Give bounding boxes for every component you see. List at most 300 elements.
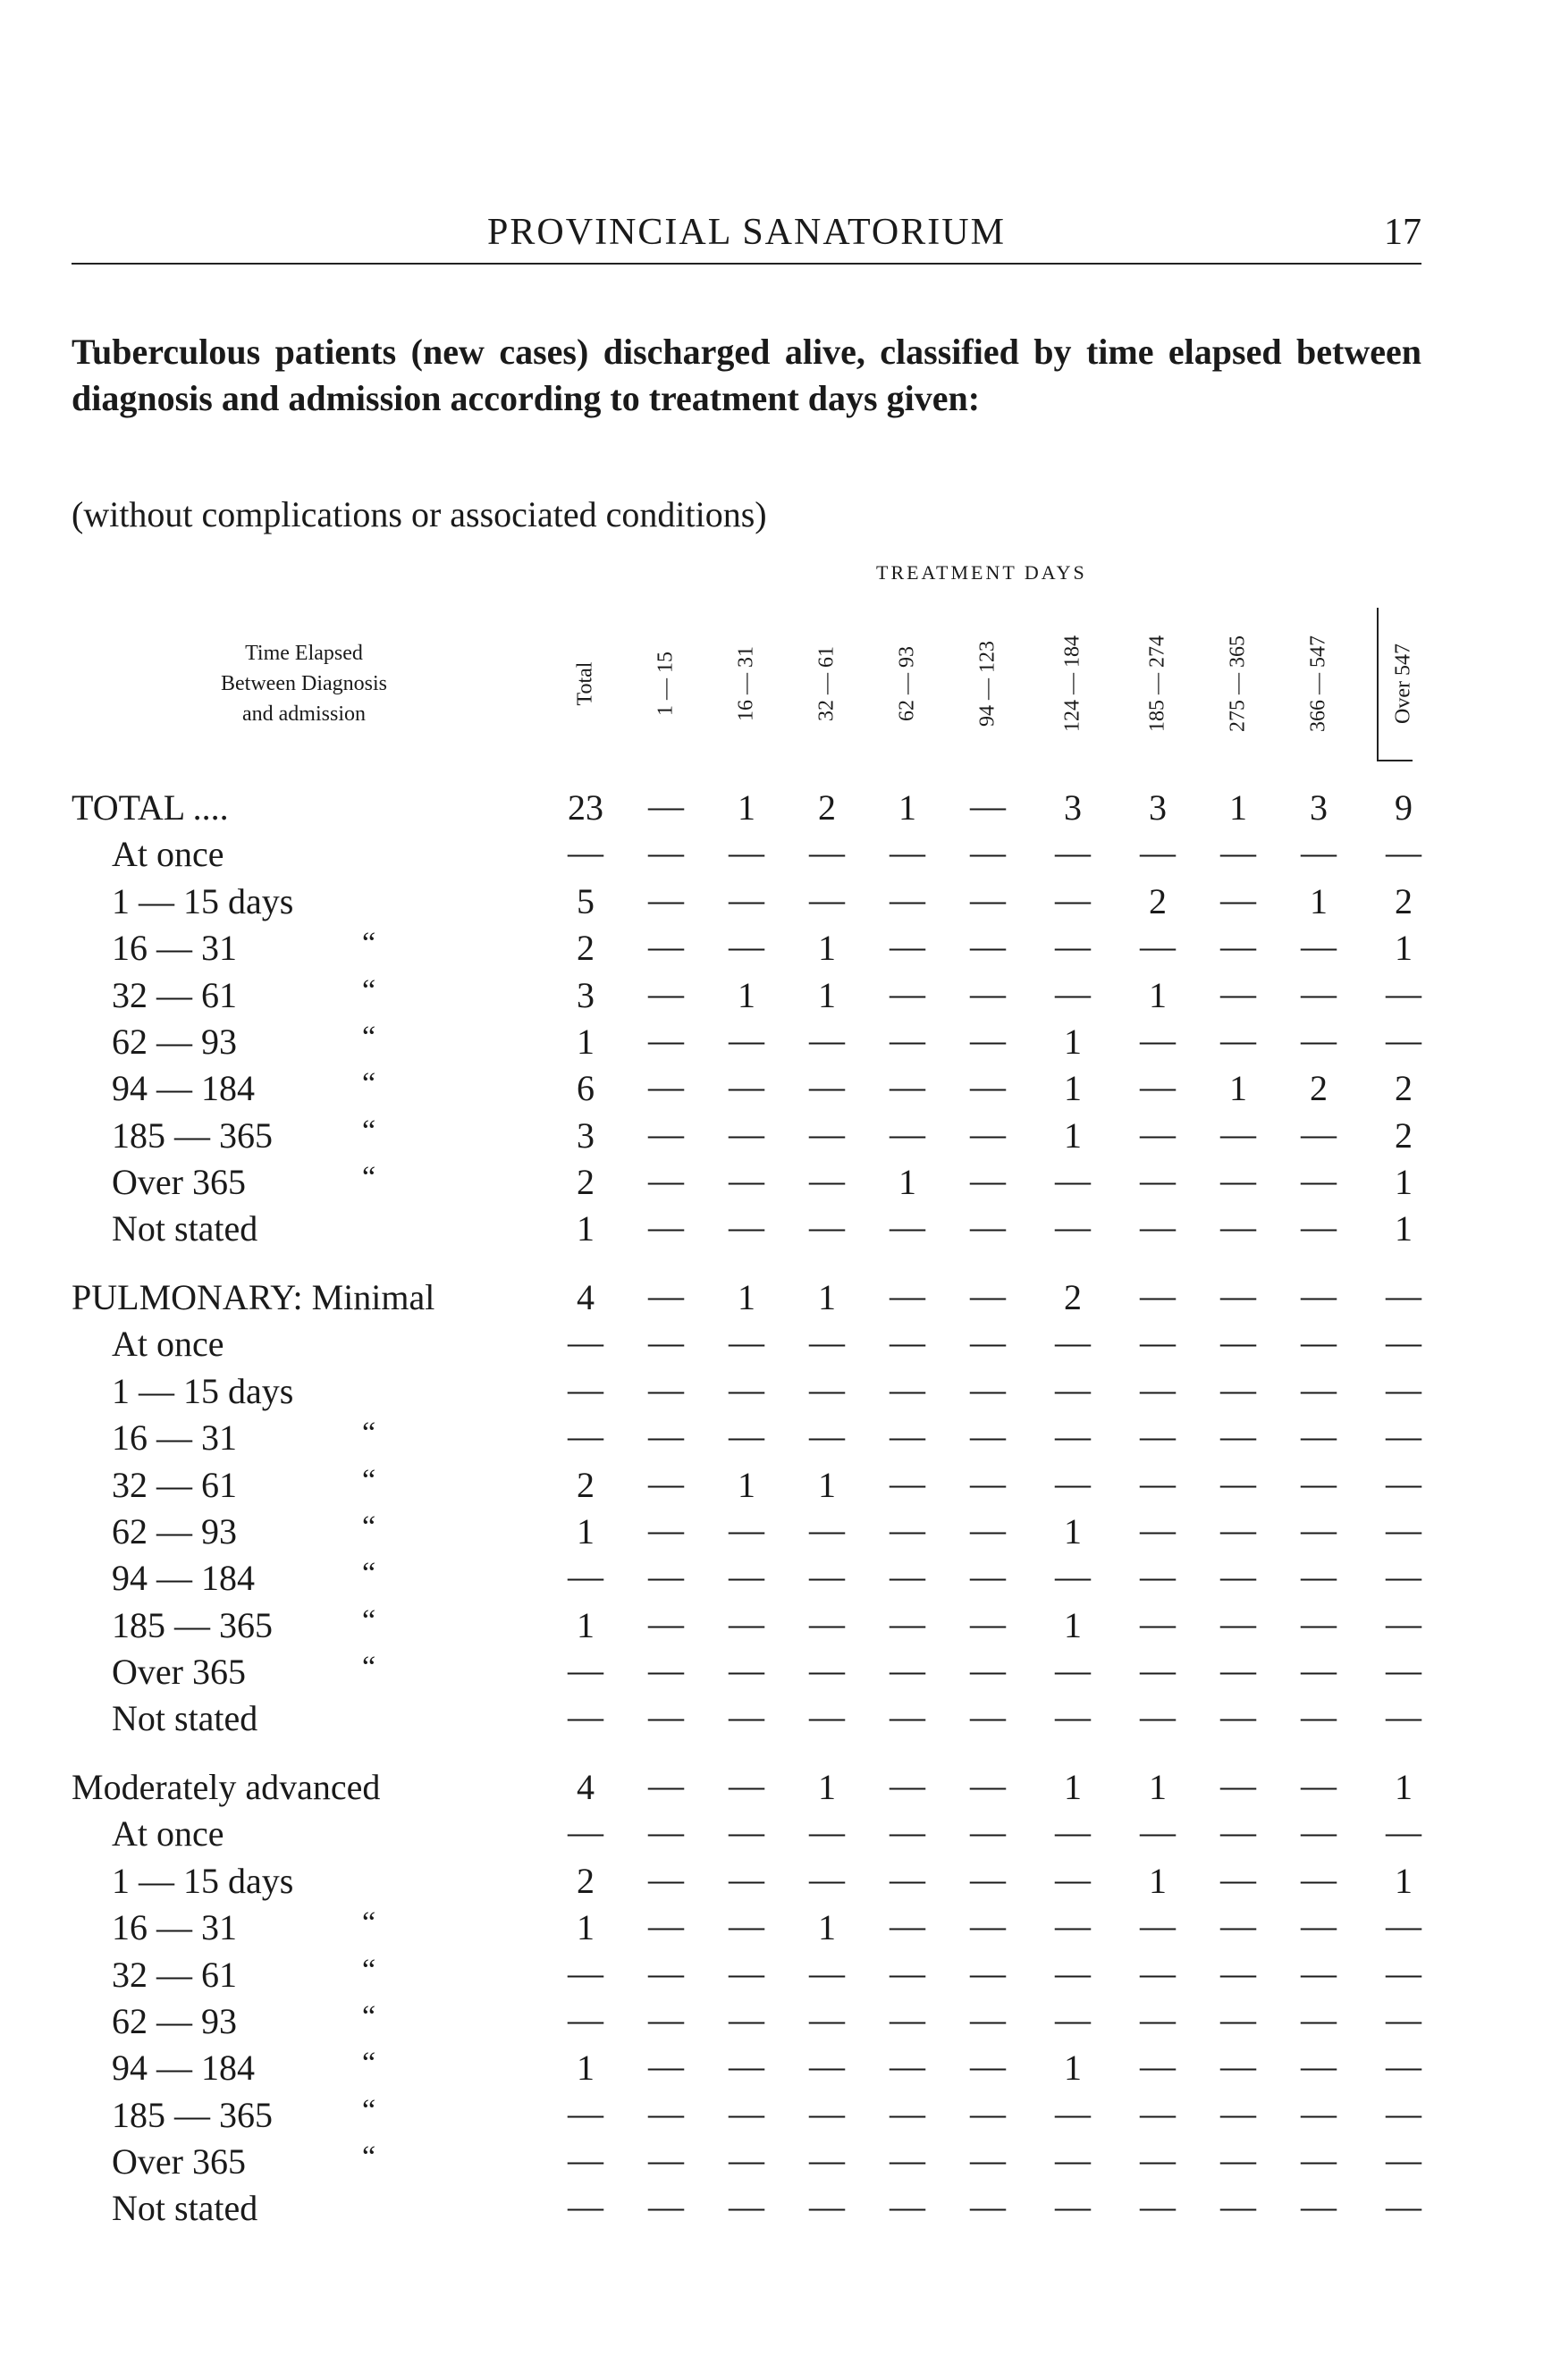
table-cell: —: [890, 1020, 925, 1060]
table-cell: —: [970, 1510, 1006, 1550]
table-cell: 9: [1395, 787, 1413, 828]
table-cell: —: [1140, 1020, 1176, 1060]
row-label: Over 365: [112, 1162, 246, 1202]
table-cell: —: [1386, 1510, 1421, 1550]
table-cell: —: [729, 1066, 764, 1106]
table-cell: —: [970, 1275, 1006, 1316]
table-cell: 1: [898, 787, 916, 828]
table-cell: —: [1055, 1160, 1091, 1200]
table-cell: 1: [818, 1465, 836, 1505]
table-cell: 3: [577, 1115, 595, 1156]
table-cell: —: [809, 1859, 845, 1899]
table-row: [0, 829, 1552, 876]
table-cell: —: [648, 1765, 684, 1805]
table-cell: —: [1301, 1416, 1337, 1456]
table-cell: —: [890, 2140, 925, 2180]
column-header: [1301, 608, 1337, 760]
ditto-mark: “: [362, 1557, 376, 1590]
column-header: [729, 608, 764, 760]
row-label: Not stated: [112, 1698, 258, 1738]
table-row: [0, 1601, 1552, 1647]
table-cell: —: [1055, 1322, 1091, 1362]
table-cell: —: [1140, 1953, 1176, 1993]
table-cell: —: [890, 1905, 925, 1946]
table-cell: —: [1220, 1207, 1256, 1247]
table-cell: —: [970, 1066, 1006, 1106]
table-cell: 2: [1310, 1068, 1328, 1108]
table-cell: —: [568, 1369, 603, 1409]
column-header-label: 32 — 61: [814, 646, 839, 721]
row-label: Not stated: [112, 1208, 258, 1249]
table-cell: —: [1140, 1999, 1176, 2039]
table-cell: —: [809, 832, 845, 872]
table-cell: —: [970, 926, 1006, 966]
table-cell: —: [648, 1275, 684, 1316]
table-cell: —: [648, 1556, 684, 1596]
table-cell: —: [1301, 1114, 1337, 1154]
table-cell: —: [1386, 1812, 1421, 1852]
table-cell: —: [890, 1416, 925, 1456]
table-cell: —: [648, 2186, 684, 2226]
table-cell: —: [970, 1416, 1006, 1456]
table-cell: —: [890, 1696, 925, 1737]
table-cell: —: [1301, 1510, 1337, 1550]
table-cell: —: [729, 879, 764, 920]
row-label: 185 — 365: [112, 1115, 273, 1156]
table-cell: —: [648, 1812, 684, 1852]
table-cell: —: [1220, 1556, 1256, 1596]
table-cell: —: [1055, 2140, 1091, 2180]
column-header-label: Total: [573, 661, 597, 706]
column-header-label: Over 547: [1391, 643, 1415, 724]
row-header-line: and admission: [242, 702, 366, 726]
table-cell: —: [1220, 1905, 1256, 1946]
table-cell: —: [970, 1556, 1006, 1596]
table-cell: —: [890, 1603, 925, 1644]
table-cell: —: [1301, 2140, 1337, 2180]
table-cell: —: [729, 1953, 764, 1993]
table-cell: 1: [1395, 1861, 1413, 1901]
ditto-mark: “: [362, 2047, 376, 2080]
row-label: At once: [112, 1813, 224, 1854]
column-header: [890, 608, 925, 760]
table-cell: —: [809, 1020, 845, 1060]
table-cell: 1: [818, 1907, 836, 1947]
table-cell: —: [1140, 926, 1176, 966]
table-row: [0, 1997, 1552, 2043]
table-cell: 3: [1310, 787, 1328, 828]
table-row: [0, 1856, 1552, 1903]
row-label: PULMONARY: Minimal: [72, 1277, 435, 1317]
table-cell: 1: [818, 928, 836, 968]
row-label: Over 365: [112, 2141, 246, 2182]
table-cell: —: [1301, 1953, 1337, 1993]
table-cell: —: [1220, 2186, 1256, 2226]
row-header: [143, 638, 465, 729]
table-cell: —: [1220, 1953, 1256, 1993]
row-label: 1 — 15 days: [112, 1371, 294, 1411]
table-row: [0, 2090, 1552, 2137]
table-cell: —: [729, 1650, 764, 1690]
table-cell: —: [1220, 1859, 1256, 1899]
column-header: [568, 608, 603, 760]
table-cell: —: [1140, 1369, 1176, 1409]
table-cell: —: [1140, 1463, 1176, 1503]
table-cell: —: [809, 1322, 845, 1362]
table-caption: Tuberculous patients (new cases) discharged alive, classified by time elapsed between diagnosis and admission according to treatment days given:: [72, 332, 1421, 418]
table-cell: —: [568, 1812, 603, 1852]
table-cell: —: [1140, 1905, 1176, 1946]
table-cell: —: [729, 1859, 764, 1899]
table-cell: —: [970, 1322, 1006, 1362]
table-cell: —: [970, 2093, 1006, 2133]
table-cell: 2: [1395, 881, 1413, 921]
treatment-days-header: TREATMENT DAYS: [876, 561, 1087, 584]
row-label: 32 — 61: [112, 1955, 237, 1995]
table-cell: 1: [1064, 1068, 1082, 1108]
table-cell: —: [1386, 1999, 1421, 2039]
table-cell: —: [648, 1603, 684, 1644]
table-cell: 2: [818, 787, 836, 828]
table-cell: —: [648, 1114, 684, 1154]
table-cell: —: [729, 1160, 764, 1200]
table-cell: —: [1220, 1650, 1256, 1690]
ditto-mark: “: [362, 927, 376, 960]
table-cell: —: [1140, 1510, 1176, 1550]
table-cell: —: [1055, 2093, 1091, 2133]
table-cell: —: [1055, 1369, 1091, 1409]
table-subcaption: (without complications or associated conditions): [72, 494, 767, 534]
table-cell: —: [729, 1207, 764, 1247]
table-cell: 1: [1064, 1605, 1082, 1645]
table-cell: —: [970, 1650, 1006, 1690]
table-row: [0, 1413, 1552, 1459]
table-cell: —: [729, 1999, 764, 2039]
table-cell: —: [568, 832, 603, 872]
table-cell: 1: [818, 1767, 836, 1807]
table-cell: —: [1301, 1020, 1337, 1060]
table-cell: —: [970, 1812, 1006, 1852]
table-cell: —: [729, 926, 764, 966]
table-cell: 6: [577, 1068, 595, 1108]
table-cell: —: [809, 2140, 845, 2180]
table-cell: —: [1386, 1322, 1421, 1362]
table-cell: —: [1140, 1207, 1176, 1247]
table-cell: —: [1140, 2093, 1176, 2133]
table-cell: —: [1301, 2186, 1337, 2226]
table-cell: —: [1220, 1696, 1256, 1737]
table-cell: —: [1386, 1275, 1421, 1316]
table-cell: 1: [738, 1465, 755, 1505]
table-cell: —: [1055, 1812, 1091, 1852]
table-cell: —: [729, 1603, 764, 1644]
table-cell: 1: [577, 1605, 595, 1645]
table-cell: —: [970, 1765, 1006, 1805]
table-cell: 23: [568, 787, 603, 828]
row-label: At once: [112, 834, 224, 874]
row-label: TOTAL ....: [72, 787, 229, 828]
table-cell: —: [1220, 1114, 1256, 1154]
ditto-mark: “: [362, 1417, 376, 1450]
row-label: 16 — 31: [112, 1907, 237, 1947]
table-row: [0, 783, 1552, 829]
table-cell: —: [1220, 1603, 1256, 1644]
table-row: [0, 1762, 1552, 1809]
row-label: 62 — 93: [112, 2001, 237, 2041]
table-cell: —: [970, 1905, 1006, 1946]
table-cell: 1: [1395, 1208, 1413, 1249]
table-cell: —: [1386, 1556, 1421, 1596]
table-cell: —: [1140, 1066, 1176, 1106]
ditto-mark: “: [362, 1604, 376, 1637]
table-cell: —: [890, 1322, 925, 1362]
table-cell: —: [1301, 1275, 1337, 1316]
table-cell: —: [809, 1114, 845, 1154]
row-label: Over 365: [112, 1652, 246, 1692]
table-cell: —: [1386, 832, 1421, 872]
row-label: 185 — 365: [112, 2095, 273, 2135]
table-cell: —: [729, 1114, 764, 1154]
table-cell: —: [648, 1369, 684, 1409]
table-cell: —: [1301, 1905, 1337, 1946]
table-cell: —: [1301, 1859, 1337, 1899]
column-divider: [1377, 760, 1413, 761]
table-cell: —: [809, 1999, 845, 2039]
table-cell: —: [1055, 1999, 1091, 2039]
ditto-mark: “: [362, 1464, 376, 1497]
table-cell: —: [1055, 1905, 1091, 1946]
table-row: [0, 1553, 1552, 1600]
table-cell: —: [568, 1650, 603, 1690]
table-cell: —: [648, 1953, 684, 1993]
table-cell: —: [648, 1160, 684, 1200]
table-row: [0, 1460, 1552, 1507]
table-cell: —: [648, 1322, 684, 1362]
table-cell: —: [890, 1510, 925, 1550]
table-cell: —: [1301, 2046, 1337, 2086]
table-cell: —: [648, 1207, 684, 1247]
table-cell: 1: [738, 787, 755, 828]
table-row: [0, 1507, 1552, 1553]
table-cell: —: [970, 973, 1006, 1013]
table-cell: —: [1220, 1999, 1256, 2039]
table-cell: —: [1301, 1999, 1337, 2039]
table-cell: —: [1220, 832, 1256, 872]
table-cell: —: [1220, 1812, 1256, 1852]
table-cell: —: [890, 1765, 925, 1805]
table-cell: —: [809, 1812, 845, 1852]
ditto-mark: “: [362, 1161, 376, 1194]
column-header: [648, 608, 684, 760]
table-cell: —: [970, 1369, 1006, 1409]
table-cell: —: [1301, 1765, 1337, 1805]
table-cell: —: [1055, 973, 1091, 1013]
table-row: [0, 2137, 1552, 2183]
table-cell: —: [809, 1603, 845, 1644]
table-cell: —: [648, 1905, 684, 1946]
column-header: [1220, 608, 1256, 760]
row-label: 94 — 184: [112, 2048, 255, 2088]
table-cell: 1: [1395, 1162, 1413, 1202]
table-cell: —: [1055, 1416, 1091, 1456]
ditto-mark: “: [362, 1651, 376, 1684]
table-cell: —: [729, 1905, 764, 1946]
table-cell: —: [1055, 1859, 1091, 1899]
table-cell: —: [1301, 1812, 1337, 1852]
table-cell: —: [648, 973, 684, 1013]
ditto-mark: “: [362, 2094, 376, 2127]
row-label: 62 — 93: [112, 1511, 237, 1552]
ditto-mark: “: [362, 1067, 376, 1100]
row-label: Moderately advanced: [72, 1767, 381, 1807]
table-cell: 1: [1064, 1115, 1082, 1156]
ditto-mark: “: [362, 1114, 376, 1148]
table-cell: —: [568, 1556, 603, 1596]
table-cell: —: [970, 832, 1006, 872]
table-cell: —: [809, 1066, 845, 1106]
table-cell: —: [568, 2140, 603, 2180]
table-cell: —: [809, 2046, 845, 2086]
table-row: [0, 971, 1552, 1017]
table-cell: —: [648, 786, 684, 826]
column-header: [1386, 608, 1421, 760]
table-cell: —: [890, 1066, 925, 1106]
table-cell: —: [970, 2046, 1006, 2086]
table-cell: —: [1220, 926, 1256, 966]
row-label: 16 — 31: [112, 928, 237, 968]
column-header-label: 275 — 365: [1226, 635, 1250, 732]
table-cell: —: [1140, 1556, 1176, 1596]
table-cell: —: [1301, 1369, 1337, 1409]
table-cell: 1: [577, 1022, 595, 1062]
table-cell: 1: [1149, 1861, 1167, 1901]
ditto-mark: “: [362, 1510, 376, 1543]
table-cell: —: [1301, 1650, 1337, 1690]
table-cell: —: [809, 2093, 845, 2133]
ditto-mark: “: [362, 1906, 376, 1939]
table-cell: —: [1386, 2093, 1421, 2133]
table-cell: 1: [738, 975, 755, 1015]
table-cell: —: [1220, 2093, 1256, 2133]
table-cell: —: [729, 2186, 764, 2226]
table-cell: —: [890, 1999, 925, 2039]
table-cell: 1: [1395, 1767, 1413, 1807]
table-cell: —: [1055, 1556, 1091, 1596]
table-cell: —: [809, 1510, 845, 1550]
table-cell: —: [1301, 926, 1337, 966]
table-cell: —: [729, 1416, 764, 1456]
table-cell: —: [648, 1066, 684, 1106]
table-cell: —: [1301, 1463, 1337, 1503]
table-cell: 3: [577, 975, 595, 1015]
table-cell: —: [1220, 1020, 1256, 1060]
header-rule: [72, 263, 1421, 265]
table-cell: —: [890, 832, 925, 872]
table-cell: —: [1220, 2140, 1256, 2180]
column-header-label: 185 — 274: [1145, 635, 1169, 732]
table-row: [0, 1064, 1552, 1110]
table-cell: —: [1140, 1650, 1176, 1690]
table-cell: —: [648, 2093, 684, 2133]
ditto-mark: “: [362, 1021, 376, 1054]
table-cell: —: [648, 2140, 684, 2180]
row-label: 62 — 93: [112, 1022, 237, 1062]
column-divider: [1377, 608, 1379, 761]
table-cell: —: [648, 926, 684, 966]
table-cell: 1: [1064, 1767, 1082, 1807]
table-cell: —: [1386, 2186, 1421, 2226]
row-header-line: Time Elapsed: [245, 642, 363, 665]
column-header-label: 1 — 15: [654, 652, 678, 716]
table-cell: —: [648, 1416, 684, 1456]
table-cell: —: [568, 1999, 603, 2039]
table-cell: —: [648, 1696, 684, 1737]
table-cell: —: [809, 1650, 845, 1690]
table-cell: —: [648, 1650, 684, 1690]
table-cell: —: [1140, 1160, 1176, 1200]
table-cell: —: [729, 1322, 764, 1362]
table-cell: —: [890, 1114, 925, 1154]
table-cell: —: [1386, 1020, 1421, 1060]
row-label: 185 — 365: [112, 1605, 273, 1645]
table-cell: —: [1386, 2140, 1421, 2180]
table-cell: —: [1386, 1369, 1421, 1409]
row-label: At once: [112, 1324, 224, 1364]
table-cell: 3: [1149, 787, 1167, 828]
table-cell: —: [1140, 2186, 1176, 2226]
table-cell: —: [1386, 2046, 1421, 2086]
table-cell: —: [648, 1510, 684, 1550]
page-number: 17: [1384, 212, 1421, 253]
table-cell: —: [648, 1859, 684, 1899]
table-row: [0, 1204, 1552, 1250]
table-cell: —: [1386, 1953, 1421, 1993]
column-header: [809, 608, 845, 760]
table-cell: 1: [577, 2048, 595, 2088]
table-cell: —: [1386, 1463, 1421, 1503]
ditto-mark: “: [362, 1954, 376, 1987]
table-cell: 1: [577, 1511, 595, 1552]
table-cell: —: [970, 1463, 1006, 1503]
table-cell: —: [648, 1999, 684, 2039]
table-cell: —: [890, 1650, 925, 1690]
table-cell: —: [729, 2046, 764, 2086]
table-cell: —: [648, 1020, 684, 1060]
table-cell: —: [970, 879, 1006, 920]
table-cell: —: [970, 1696, 1006, 1737]
table-cell: —: [1140, 1416, 1176, 1456]
table-cell: —: [1386, 1696, 1421, 1737]
table-cell: —: [648, 832, 684, 872]
table-cell: —: [729, 1696, 764, 1737]
table-cell: —: [1301, 1207, 1337, 1247]
table-cell: —: [1055, 1696, 1091, 1737]
table-cell: 1: [1395, 928, 1413, 968]
table-cell: —: [1220, 1275, 1256, 1316]
running-title: PROVINCIAL SANATORIUM: [487, 212, 1006, 253]
row-label: 94 — 184: [112, 1068, 255, 1108]
table-cell: —: [1140, 2046, 1176, 2086]
table-cell: 1: [818, 1277, 836, 1317]
table-cell: —: [890, 1556, 925, 1596]
table-cell: —: [648, 1463, 684, 1503]
ditto-mark: “: [362, 2140, 376, 2174]
table-cell: —: [568, 1322, 603, 1362]
table-cell: —: [1055, 926, 1091, 966]
table-cell: —: [890, 2186, 925, 2226]
table-cell: —: [890, 1463, 925, 1503]
table-cell: —: [890, 1369, 925, 1409]
